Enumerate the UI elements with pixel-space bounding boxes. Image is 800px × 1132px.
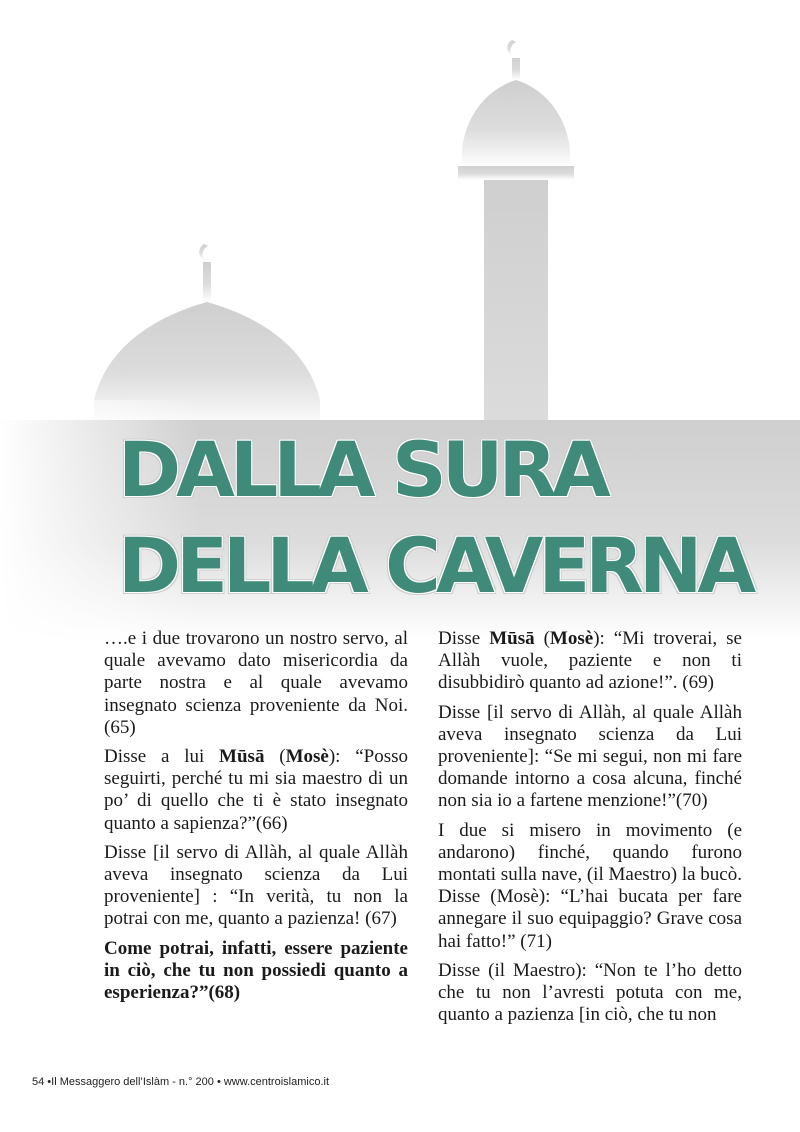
paragraph-text: ( — [534, 628, 550, 649]
article-title — [118, 422, 751, 614]
paragraph — [104, 746, 408, 835]
paragraph — [438, 628, 742, 695]
right-text-column — [438, 628, 742, 1033]
left-text-column — [104, 628, 408, 1011]
page-footer: 54 •Il Messaggero dell’Islàm - n.° 200 • www.centroislamico.it — [32, 1076, 329, 1088]
name-mose: Mosè — [285, 746, 329, 768]
paragraph-text: ): “Posso seguirti, perché tu mi sia maestro di un po’ di quello che ti è stato insegnato quanto a sapienza?”(66) — [104, 746, 408, 834]
name-musa: Mūsā — [489, 628, 535, 649]
paragraph: ….e i due trovarono un nostro servo, al quale avevamo dato misericordia da parte nostra e al quale avevamo insegnato scienza proveniente da Noi. (65) — [104, 628, 408, 738]
paragraph: Disse [il servo di Allàh, al quale Allàh aveva insegnato scienza da Lui proveniente] : “In verità, tu non la potrai con me, quanto a pazienza! (67) — [104, 841, 408, 930]
title-line-1: DALLA SURA — [118, 425, 606, 514]
paragraph: Disse (il Maestro): “Non te l’ho detto che tu non l’avresti potuta con me, quanto a pazienza [in ciò, che tu non — [438, 959, 742, 1026]
title-line-2: DELLA CAVERNA — [118, 521, 752, 610]
paragraph: Disse [il servo di Allàh, al quale Allàh aveva insegnato scienza da Lui proveniente]: “Se mi segui, non mi fare domande intorno a cosa alcuna, finché non sia io a fartene menzione!”(70) — [438, 701, 742, 812]
paragraph-bold: Come potrai, infatti, essere paziente in ciò, che tu non possiedi quanto a esperienza?”(68) — [104, 937, 408, 1004]
name-mose: Mosè — [549, 628, 594, 649]
name-musa: Mūsā — [219, 746, 265, 768]
paragraph-text: ): “Mi troverai, se Allàh vuole, paziente e non ti disubbidirò quanto ad azione!”. (69) — [438, 628, 742, 694]
paragraph-text: Disse — [438, 628, 490, 649]
paragraph-text: Disse a lui — [104, 746, 220, 768]
paragraph: I due si misero in movimento (e andarono) finché, quando furono montati sulla nave, (il Maestro) la bucò. Disse (Mosè): “L’hai bucata per fare annegare il suo equipaggio? Grave cosa hai fatto!” (71) — [438, 819, 742, 952]
paragraph-text: ( — [264, 746, 286, 768]
